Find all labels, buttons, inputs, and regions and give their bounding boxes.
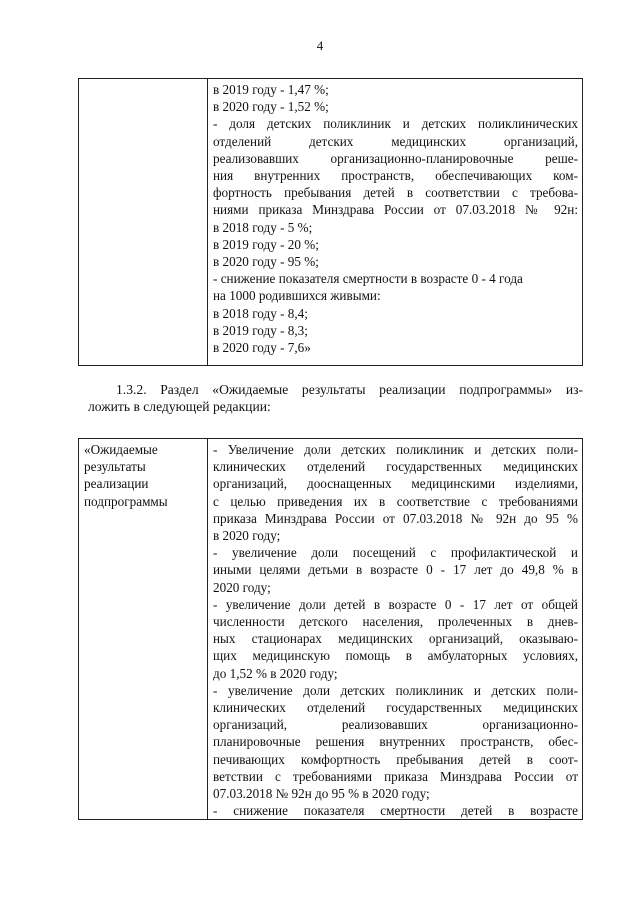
table-line: клинических отделений государственных медицинских — [213, 459, 578, 475]
table-line: в 2019 году - 20 %; — [213, 236, 319, 252]
table-line: ветствии с требованиями приказа Минздрава России от — [213, 768, 578, 784]
table-line: фортность пребывания детей в соответствии с требова- — [213, 185, 578, 201]
table-line: с целью приведения их в соответствие с требованиями — [213, 493, 578, 509]
table-line: в 2020 году - 7,6» — [213, 340, 311, 356]
table-line: организаций, реализовавших организационно- — [213, 717, 578, 733]
expected-results-table — [78, 438, 583, 820]
table-line: - снижение показателя смертности детей в возрасте — [213, 803, 578, 819]
table-line: приказа Минздрава России от 07.03.2018 № 92н до 95 % — [213, 510, 578, 526]
table-row — [79, 79, 583, 366]
table-line: отделений детских медицинских организаций, — [213, 133, 578, 149]
page-number: 4 — [316, 38, 324, 53]
table-line: в 2018 году - 5 %; — [213, 219, 313, 235]
table-line: до 1,52 % в 2020 году; — [213, 665, 338, 681]
table-line: щих медицинскую помощь в амбулаторных условиях, — [213, 648, 578, 664]
table-line: - увеличение доли детских поликлиник и детских поли- — [213, 682, 578, 698]
section-title-line: реализации — [84, 476, 149, 492]
table-line: - снижение показателя смертности в возрасте 0 - 4 года — [213, 271, 523, 287]
table-line: ных стационарах медицинских организаций, оказываю- — [213, 631, 578, 647]
table-line: на 1000 родившихся живыми: — [213, 288, 381, 304]
section-title-line: результаты — [84, 459, 146, 475]
table-right-cell — [208, 79, 583, 366]
table-line: 2020 году; — [213, 579, 271, 595]
amendment-paragraph — [78, 381, 583, 416]
table-line: реализовавших организационно-планировочные реше- — [213, 150, 578, 166]
table-line: - доля детских поликлиник и детских поликлинических — [213, 116, 578, 132]
table-line: иными целями детьми в возрасте 0 - 17 лет до 49,8 % в — [213, 562, 578, 578]
table-right-cell — [208, 439, 583, 820]
table-left-cell — [79, 79, 208, 366]
section-title-line: подпрограммы — [84, 493, 168, 509]
table-row — [79, 439, 583, 820]
table-line: - увеличение доли посещений с профилактической и — [213, 545, 578, 561]
table-line: в 2018 году - 8,4; — [213, 305, 308, 321]
table-line: в 2020 году - 1,52 %; — [213, 99, 329, 115]
table-line: ния внутренних пространств, обеспечивающих ком- — [213, 168, 578, 184]
continued-indicators-table — [78, 78, 583, 366]
section-title-line: «Ожидаемые — [84, 442, 158, 457]
table-line: в 2020 году; — [213, 528, 281, 544]
table-line: - увеличение доли детей в возрасте 0 - 17 лет от общей — [213, 596, 578, 612]
table-line: планировочные решения внутренних пространств, обес- — [213, 734, 578, 750]
table-line: в 2019 году - 1,47 %; — [213, 82, 329, 97]
table-line: организаций, дооснащенных медицинскими изделиями, — [213, 476, 578, 492]
table-line: в 2020 году - 95 %; — [213, 254, 319, 270]
table-line: в 2019 году - 8,3; — [213, 322, 308, 338]
table-line: ниями приказа Минздрава России от 07.03.2018 № 92н: — [213, 202, 578, 218]
table-left-cell — [79, 439, 208, 820]
table-line: 07.03.2018 № 92н до 95 % в 2020 году; — [213, 786, 430, 802]
table-line: численности детского населения, пролеченных в днев- — [213, 614, 578, 630]
table-line: печивающих комфортность пребывания детей в соот- — [213, 751, 578, 767]
paragraph-line: 1.3.2. Раздел «Ожидаемые результаты реализации подпрограммы» из- — [116, 382, 583, 397]
table-line: клинических отделений государственных медицинских — [213, 700, 578, 716]
table-line: - Увеличение доли детских поликлиник и детских поли- — [213, 442, 578, 457]
paragraph-line: ложить в следующей редакции: — [88, 399, 271, 415]
